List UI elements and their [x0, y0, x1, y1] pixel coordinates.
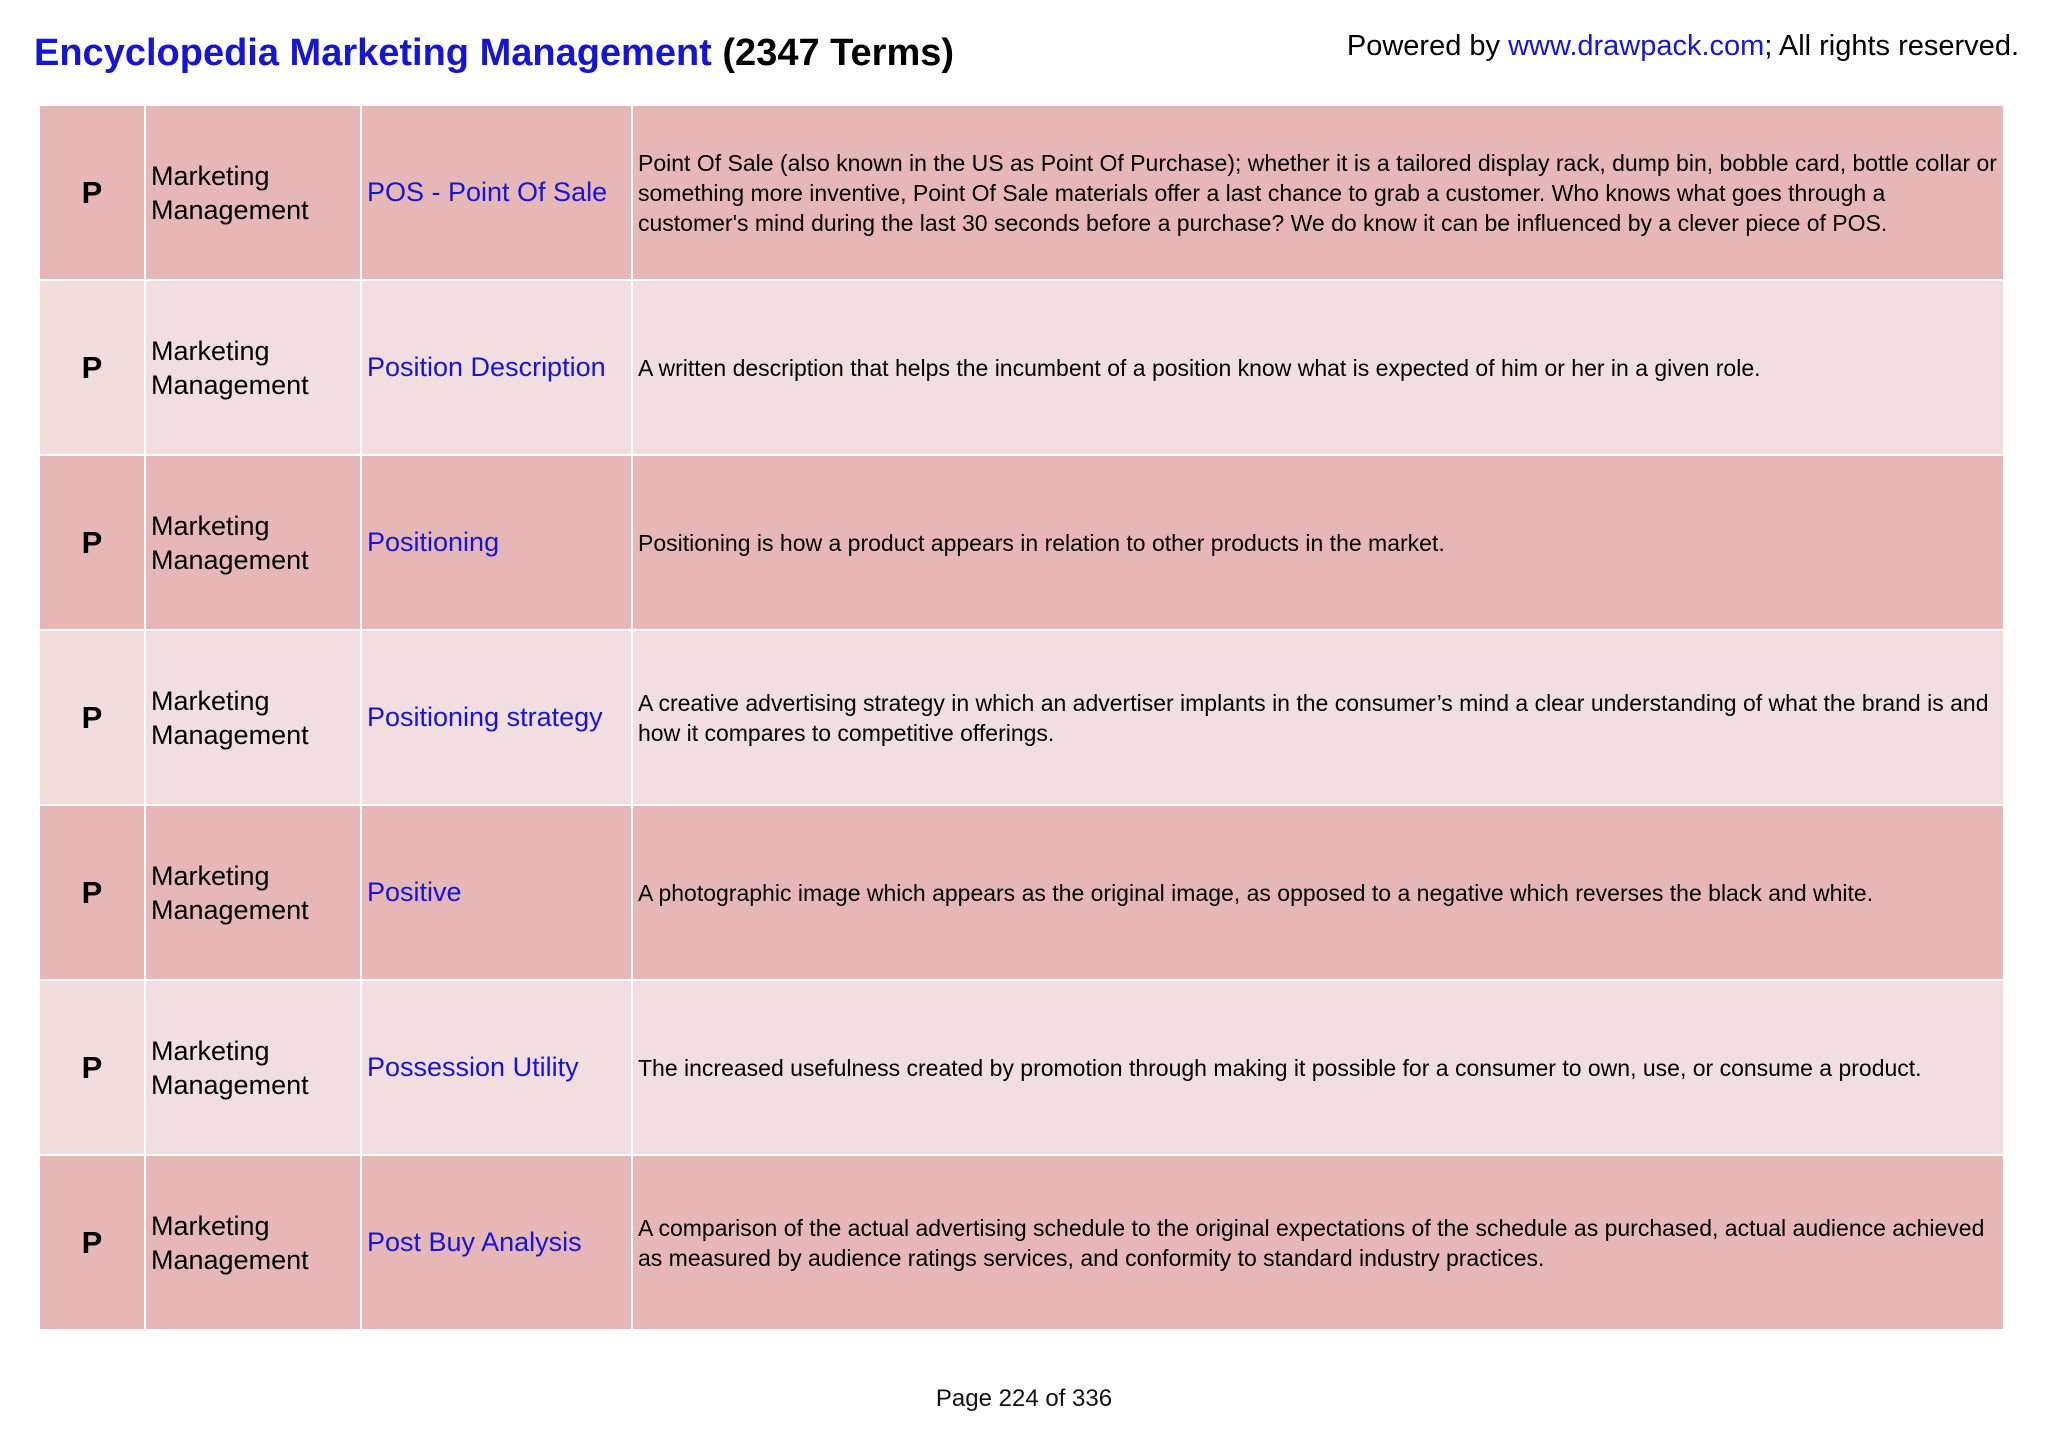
- category-cell: [145, 105, 361, 280]
- term-link[interactable]: Positive: [361, 805, 632, 980]
- category-line2: Management: [151, 894, 309, 925]
- category-cell: [145, 455, 361, 630]
- term-link[interactable]: Position Description: [361, 280, 632, 455]
- category-line1: Marketing: [151, 160, 270, 191]
- powered-by: [1347, 30, 2019, 63]
- table-row: [39, 105, 2004, 280]
- table-row: [39, 630, 2004, 805]
- letter-cell: P: [39, 630, 145, 805]
- term-link[interactable]: Possession Utility: [361, 980, 632, 1155]
- category-line1: Marketing: [151, 510, 270, 541]
- term-link[interactable]: Positioning strategy: [361, 630, 632, 805]
- category-cell: [145, 980, 361, 1155]
- category-line1: Marketing: [151, 1210, 270, 1241]
- definition-cell: A photographic image which appears as the original image, as opposed to a negative which reverses the black and white.: [632, 805, 2004, 980]
- definition-cell: Point Of Sale (also known in the US as Point Of Purchase); whether it is a tailored display rack, dump bin, bobble card, bottle collar or something more inventive, Point Of Sale materials offer a last chance to grab a customer. Who knows what goes through a customer's mind during the last 30 seconds before a purchase? We do know it can be influenced by a clever piece of POS.: [632, 105, 2004, 280]
- category-line1: Marketing: [151, 860, 270, 891]
- table-row: [39, 980, 2004, 1155]
- letter-cell: P: [39, 980, 145, 1155]
- table-row: [39, 1155, 2004, 1330]
- table-row: [39, 805, 2004, 980]
- letter-cell: P: [39, 1155, 145, 1330]
- letter-cell: P: [39, 455, 145, 630]
- category-line1: Marketing: [151, 335, 270, 366]
- term-link[interactable]: POS - Point Of Sale: [361, 105, 632, 280]
- term-link[interactable]: Post Buy Analysis: [361, 1155, 632, 1330]
- powered-prefix: Powered by: [1346, 30, 1509, 62]
- definition-cell: The increased usefulness created by promotion through making it possible for a consumer to own, use, or consume a product.: [632, 980, 2004, 1155]
- powered-suffix: ; All rights reserved.: [1764, 30, 2019, 62]
- term-count: (2347 Terms): [722, 32, 955, 74]
- category-cell: [145, 280, 361, 455]
- page-header: [34, 28, 2019, 82]
- definition-cell: A written description that helps the incumbent of a position know what is expected of him or her in a given role.: [632, 280, 2004, 455]
- category-cell: [145, 630, 361, 805]
- term-link[interactable]: Positioning: [361, 455, 632, 630]
- category-line2: Management: [151, 194, 309, 225]
- category-line2: Management: [151, 544, 309, 575]
- table-row: [39, 280, 2004, 455]
- title-main: Encyclopedia Marketing Management: [34, 32, 712, 74]
- category-line1: Marketing: [151, 685, 270, 716]
- page-number: Page 224 of 336: [935, 1385, 1113, 1412]
- category-line2: Management: [151, 1069, 309, 1100]
- drawpack-link[interactable]: www.drawpack.com: [1508, 30, 1765, 62]
- letter-cell: P: [39, 280, 145, 455]
- definition-cell: Positioning is how a product appears in relation to other products in the market.: [632, 455, 2004, 630]
- letter-cell: P: [39, 105, 145, 280]
- letter-cell: P: [39, 805, 145, 980]
- category-line1: Marketing: [151, 1035, 270, 1066]
- category-cell: [145, 1155, 361, 1330]
- category-line2: Management: [151, 369, 309, 400]
- page-title: [34, 32, 954, 75]
- terms-table: [38, 104, 2005, 1331]
- definition-cell: A creative advertising strategy in which an advertiser implants in the consumer’s mind a clear understanding of what the brand is and how it compares to competitive offerings.: [632, 630, 2004, 805]
- category-cell: [145, 805, 361, 980]
- category-line2: Management: [151, 719, 309, 750]
- category-line2: Management: [151, 1244, 309, 1275]
- table-row: [39, 455, 2004, 630]
- definition-cell: A comparison of the actual advertising schedule to the original expectations of the schedule as purchased, actual audience achieved as measured by audience ratings services, and conformity to standard industry practices.: [632, 1155, 2004, 1330]
